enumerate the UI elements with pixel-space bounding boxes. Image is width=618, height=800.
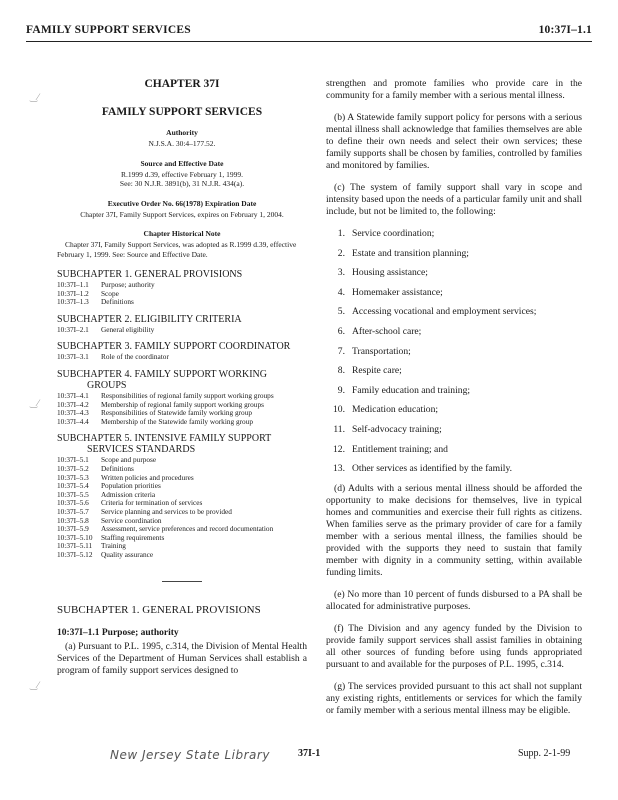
source-line-1: R.1999 d.39, effective February 1, 1999. (121, 169, 243, 179)
left-column (57, 78, 307, 677)
header-section-number: 10:37I–1.1 (538, 24, 592, 36)
toc-subchapter-title-cont: GROUPS (87, 379, 127, 391)
toc-entry: 10:37I–5.7 Service planning and services to be provided (57, 506, 232, 516)
toc-subchapter-title: SUBCHAPTER 3. FAMILY SUPPORT COORDINATOR (57, 341, 291, 353)
toc-entry: 10:37I–5.3 Written policies and procedures (57, 472, 194, 482)
paragraph-e: (e) No more than 10 percent of funds disbursed to a PA shall be allocated for administrative purposes. (326, 589, 582, 613)
page-number: 37I-1 (298, 748, 321, 759)
toc-subchapter-3 (57, 341, 307, 362)
toc-subchapter-title: SUBCHAPTER 1. GENERAL PROVISIONS (57, 269, 243, 280)
toc-entry: 10:37I–4.3 Responsibilities of Statewide family working group (57, 408, 252, 418)
list-item: 9. Family education and training; (337, 384, 471, 396)
toc-subchapter-2 (57, 314, 307, 335)
list-item: 13. Other services as identified by the family. (333, 463, 513, 475)
paragraph-g: (g) The services provided pursuant to this act shall not supplant any existing rights, entitlements or services for which the family or family member with a serious mental illness may be eligible. (326, 681, 582, 717)
toc-subchapter-title: SUBCHAPTER 5. INTENSIVE FAMILY SUPPORT (57, 433, 272, 445)
subchapter-1-heading: SUBCHAPTER 1. GENERAL PROVISIONS (57, 604, 261, 617)
services-list (326, 228, 582, 475)
margin-tick-mark: ‿⁄ (30, 398, 39, 408)
toc-entry: 10:37I–4.4 Membership of the Statewide family working group (57, 416, 253, 426)
historical-note-heading: Chapter Historical Note (143, 229, 221, 238)
paragraph-d: (d) Adults with a serious mental illness should be afforded the opportunity to make decisions for themselves, live in typical homes and communities and exercise their full rights as citizens. When families serve as the primary provider of care for a family member with a serious mental illness, the families should be provided with the supports they need to sustain that family member with dignity in a community setting, within available funding limits. (326, 483, 582, 579)
paragraph-f: (f) The Division and any agency funded by the Division to provide family support services shall assist families in obtaining all other sources of funding before using funds appropriated pursuant to and available for the purposes of P.L. 1995, c.314. (326, 623, 582, 671)
source-heading: Source and Effective Date (140, 158, 224, 168)
section-heading: 10:37I–1.1 Purpose; authority (57, 628, 179, 639)
list-item: 5. Accessing vocational and employment services; (337, 306, 537, 318)
list-item: 12. Entitlement training; and (333, 443, 448, 455)
executive-order-text: Chapter 37I, Family Support Services, expires on February 1, 2004. (80, 209, 284, 219)
toc-entry: 10:37I–1.3 Definitions (57, 297, 134, 307)
toc-entry: 10:37I–5.1 Scope and purpose (57, 455, 157, 465)
list-item: 4. Homemaker assistance; (337, 286, 443, 298)
toc-entry: 10:37I–2.1 General eligibility (57, 324, 155, 334)
section-divider (162, 581, 202, 582)
right-column (326, 78, 582, 727)
toc-entry: 10:37I–1.2 Scope (57, 288, 119, 298)
toc-subchapter-4 (57, 369, 307, 426)
authority-text: N.J.S.A. 30:4–177.52. (148, 139, 216, 148)
paragraph-b: (b) A Statewide family support policy for persons with a serious mental illness shall acknowledge that families themselves are able to define their own needs and select their own services; these family supports shall be chosen by families, controlled by families and monitored by families. (326, 112, 582, 171)
historical-note-text: Chapter 37I, Family Support Services, was adopted as R.1999 d.39, effective February 1, 1999. See: Source and Effective Date. (57, 240, 297, 259)
authority-heading: Authority (166, 128, 198, 137)
toc-subchapter-title-cont: SERVICES STANDARDS (87, 444, 196, 456)
paragraph-c: (c) The system of family support shall vary in scope and intensity based upon the needs of a particular family unit and shall include, but not be limited to, the following: (326, 182, 582, 217)
toc-entry: 10:37I–5.5 Admission criteria (57, 489, 156, 499)
chapter-title: FAMILY SUPPORT SERVICES (101, 106, 263, 118)
list-item: 6. After-school care; (337, 325, 422, 337)
list-item: 7. Transportation; (337, 345, 411, 357)
toc-subchapter-title: SUBCHAPTER 4. FAMILY SUPPORT WORKING (57, 368, 268, 380)
chapter-number: CHAPTER 37I (144, 78, 220, 90)
toc-entry: 10:37I–5.12 Quality assurance (57, 549, 154, 559)
toc-subchapter-5 (57, 433, 307, 559)
list-item: 3. Housing assistance; (337, 267, 428, 279)
toc-entry: 10:37I–4.1 Responsibilities of regional family support working groups (57, 390, 274, 400)
toc-entry: 10:37I–1.1 Purpose; authority (57, 280, 155, 289)
margin-tick-mark: ‿⁄ (30, 680, 39, 690)
list-item: 11. Self-advocacy training; (333, 423, 442, 435)
list-item: 10. Medication education; (333, 404, 439, 416)
margin-tick-mark: ‿⁄ (30, 92, 39, 102)
toc-entry: 10:37I–4.2 Membership of regional family support working groups (57, 399, 264, 409)
toc-subchapter-title: SUBCHAPTER 2. ELIGIBILITY CRITERIA (57, 313, 242, 325)
paragraph-a: (a) Pursuant to P.L. 1995, c.314, the Division of Mental Health Services of the Department of Human Services shall establish a program of family support services designed to (57, 641, 307, 677)
toc-subchapter-1 (57, 269, 307, 307)
header-title: FAMILY SUPPORT SERVICES (26, 24, 191, 36)
paragraph-a-continued: strengthen and promote families who provide care in the community for a family member with a serious mental illness. (326, 78, 582, 101)
toc-entry: 10:37I–5.8 Service coordination (57, 515, 162, 525)
toc-entry: 10:37I–5.9 Assessment, service preferences and record documentation (57, 524, 274, 534)
list-item: 2. Estate and transition planning; (337, 247, 469, 259)
running-header (26, 24, 592, 40)
list-item: 8. Respite care; (337, 365, 402, 377)
list-item: 1. Service coordination; (337, 228, 435, 239)
source-line-2: See: 30 N.J.R. 3891(b), 31 N.J.R. 434(a). (119, 179, 245, 188)
toc-entry: 10:37I–5.2 Definitions (57, 463, 134, 473)
executive-order-heading: Executive Order No. 66(1978) Expiration Date (107, 198, 257, 208)
supplement-date: Supp. 2-1-99 (518, 748, 571, 759)
header-rule (26, 41, 592, 42)
library-stamp: New Jersey State Library (110, 748, 270, 762)
toc-entry: 10:37I–5.10 Staffing requirements (57, 532, 165, 542)
toc-entry: 10:37I–5.4 Population priorities (57, 481, 161, 491)
toc-entry: 10:37I–3.1 Role of the coordinator (57, 352, 169, 362)
toc-entry: 10:37I–5.11 Training (57, 541, 126, 551)
toc-entry: 10:37I–5.6 Criteria for termination of services (57, 498, 203, 508)
